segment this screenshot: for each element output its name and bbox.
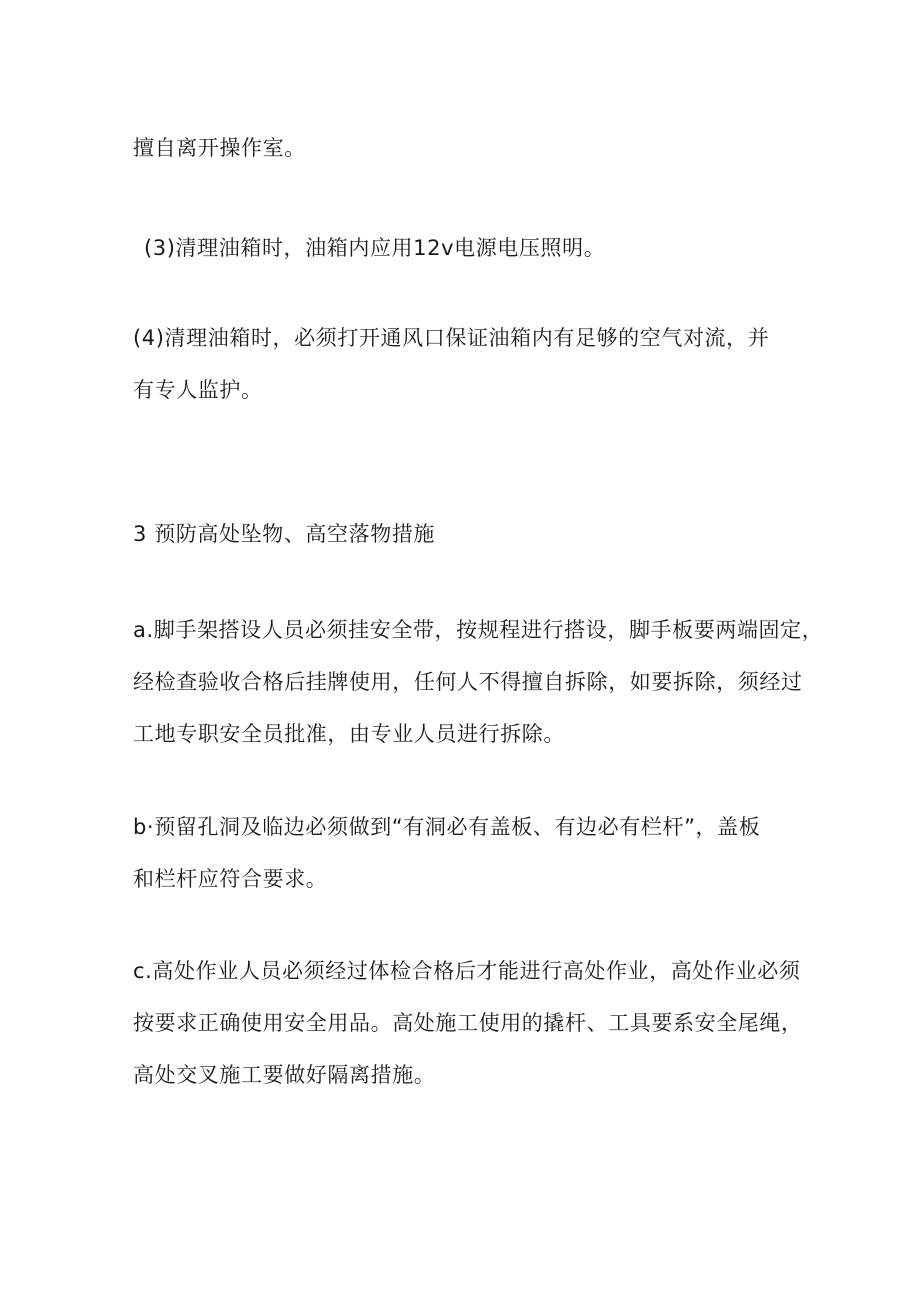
paragraph-item-3: (3)清理油箱时，油箱内应用12v电源电压照明。 bbox=[144, 236, 606, 260]
paragraph-line: 有专人监护。 bbox=[133, 378, 263, 402]
paragraph-line: 按要求正确使用安全用品。高处施工使用的撬杆、工具要系安全尾绳， bbox=[133, 1011, 803, 1035]
paragraph-line: 和栏杆应符合要求。 bbox=[133, 867, 328, 891]
paragraph-b bbox=[133, 801, 813, 905]
paragraph-item-4 bbox=[133, 312, 813, 416]
paragraph-line: c.高处作业人员必须经过体检合格后才能进行高处作业，高处作业必须 bbox=[133, 959, 801, 983]
paragraph-line: 经检查验收合格后挂牌使用，任何人不得擅自拆除，如要拆除，须经过 bbox=[133, 670, 803, 694]
paragraph-line: (4)清理油箱时，必须打开通风口保证油箱内有足够的空气对流，并 bbox=[133, 326, 770, 350]
paragraph-c bbox=[133, 945, 813, 1101]
paragraph-line: b·预留孔洞及临边必须做到“有洞必有盖板、有边必有栏杆”，盖板 bbox=[133, 815, 761, 839]
paragraph-line: 高处交叉施工要做好隔离措施。 bbox=[133, 1063, 436, 1087]
section-heading: 3 预防高处坠物、高空落物措施 bbox=[133, 522, 436, 546]
paragraph-line: a.脚手架搭设人员必须挂安全带，按规程进行搭设，脚手板要两端固定， bbox=[133, 618, 824, 642]
paragraph-continuation: 擅自离开操作室。 bbox=[133, 136, 306, 160]
paragraph-a bbox=[133, 604, 824, 760]
paragraph-line: 工地专职安全员批准，由专业人员进行拆除。 bbox=[133, 722, 565, 746]
